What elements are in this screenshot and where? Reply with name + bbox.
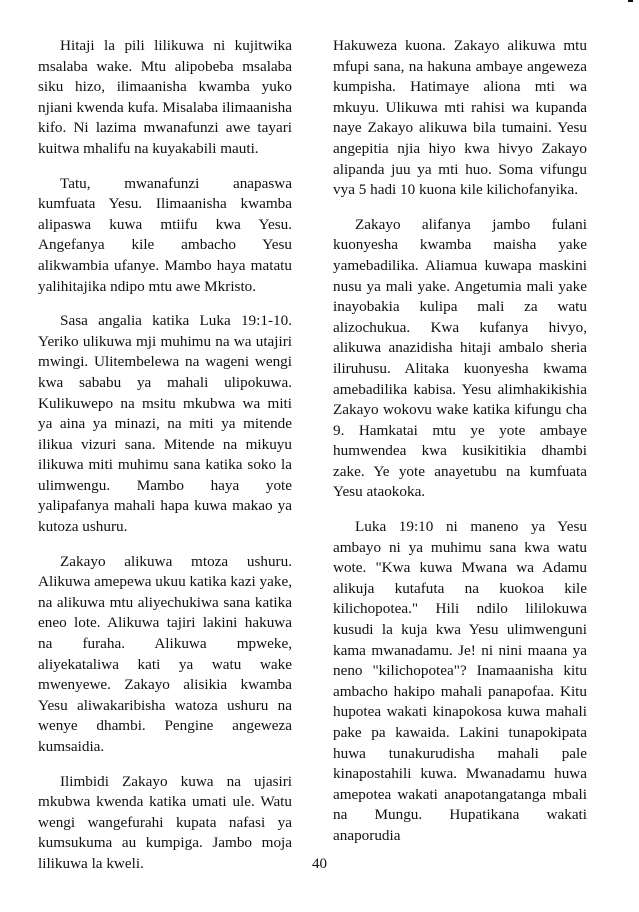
paragraph: Tatu, mwanafunzi anapaswa kumfuata Yesu. Ilimaanisha kwamba alipaswa kuwa mtiifu kwa Yesu. Angefanya kile ambacho Yesu alikwambia ufanye. Mambo haya matatu yalihitajika ndipo mtu awe Mkristo. bbox=[38, 174, 292, 295]
paragraph: Hitaji la pili lilikuwa ni kujitwika msalaba wake. Mtu alipobeba msalaba siku hizo, ilimaanisha kwamba yuko njiani kwenda kufa. Misalaba ilimaanisha kifo. Ni lazima mwanafunzi awe tayari kuitwa mhalifu na kuyakabili mauti. bbox=[38, 37, 292, 157]
paragraph: Luka 19:10 ni maneno ya Yesu ambayo ni ya muhimu sana kwa watu wote. "Kwa kuwa Mwana wa Adamu alikuja kutafuta na kuokoa kile kilichopotea." Hili ndilo lililokuwa kusudi la kuja kwa Yesu ulimwenguni kama mwanadamu. Je! ni nini maana ya neno "kilichopotea"? Inamaanisha kitu ambacho hakipo mahali panapofaa. Kitu hupotea wakati kinapokosa kuwa mahali pake pa kawaida. Lakini tunapokipata huwa tunakurudisha mahali pale kinapostahili kuwa. Mwanadamu huwa amepotea wakati anapotangatanga mbali na Mungu. Hupatikana wakati anaporudia bbox=[333, 518, 587, 844]
corner-mark bbox=[628, 0, 633, 2]
paragraph: Sasa angalia katika Luka 19:1-10. Yeriko ulikuwa mji muhimu na wa utajiri mwingi. Ulitembelewa na wageni wengi kwa sababu ya mahali ulipokuwa. Kulikuwepo na msitu mkubwa wa miti ya aina ya minazi, na miti ya mitende ilikua vizuri sana. Mitende na mikuyu ilikuwa miti muhimu sana katika soko la ulimwengu. Mambo haya yote yalipafanya mahali hapa kuwa makao ya kutoza ushuru. bbox=[38, 312, 292, 536]
paragraph: Ilimbidi Zakayo kuwa na ujasiri mkubwa kwenda katika umati ule. Watu wengi wangefurahi kupata nafasi ya kumsukuma au kumpiga. Jambo moja lilikuwa la kweli. bbox=[38, 772, 292, 872]
left-column bbox=[38, 36, 292, 889]
paragraph-continued: Hakuweza kuona. Zakayo alikuwa mtu mfupi sana, na hakuna ambaye angeweza kumpisha. Hatimaye aliona mti wa mkuyu. Ulikuwa mti rahisi wa kupanda naye Zakayo alikuwa bila tumaini. Yesu angepitia njia hiyo kwa hivyo Zakayo alipanda juu ya mti huo. Soma vifungu vya 5 hadi 10 kuona kile kilichofanyika. bbox=[333, 37, 587, 199]
paragraph: Zakayo alikuwa mtoza ushuru. Alikuwa amepewa ukuu katika kazi yake, na alikuwa mtu aliyechukiwa sana katika eneo lote. Alikuwa tajiri lakini hakuwa na furaha. Alikuwa mpweke, aliyekataliwa kati ya watu wake mwenyewe. Zakayo alisikia kwamba Yesu aliwakaribisha watoza ushuru na wenye dhambi. Pengine angeweza kumsaidia. bbox=[38, 552, 292, 755]
page-number: 40 bbox=[312, 856, 327, 872]
right-column bbox=[333, 36, 587, 861]
paragraph: Zakayo alifanya jambo fulani kuonyesha kwamba maisha yake yamebadilika. Aliamua kuwapa maskini nusu ya mali yake. Angetumia mali yake inayobakia kulipa mali za watu alizochukua. Kwa kufanya hivyo, alikuwa anazidisha hitaji ambalo sheria iliruhusu. Alitaka kuonyesha kwama amebadilika kabisa. Yesu alimhakikishia Zakayo wokovu wake katika kifungu cha 9. Hamkatai mtu ye yote ambaye humwendea kwa kusikitikia dhambi zake. Ye yote anayetubu na kumfuata Yesu ataokoka. bbox=[333, 215, 587, 501]
